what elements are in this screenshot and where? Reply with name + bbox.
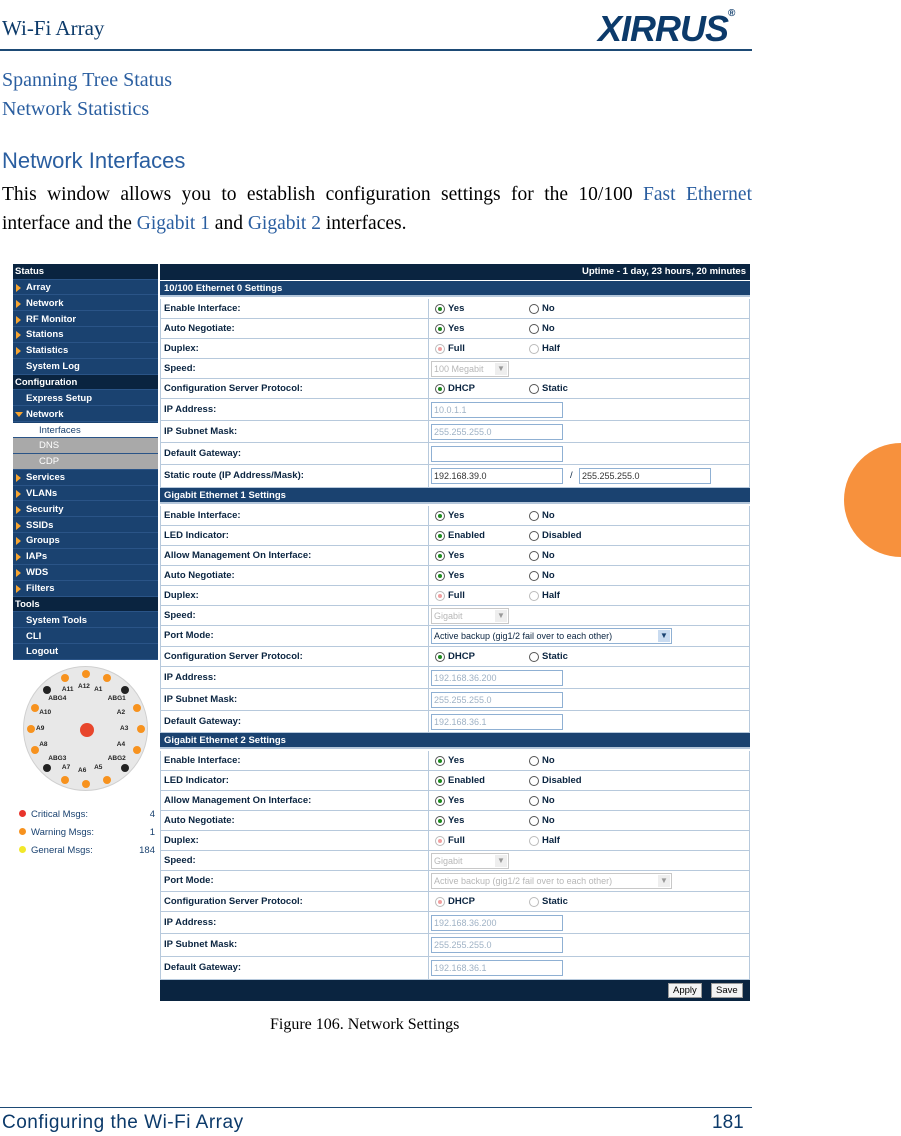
row-label: Configuration Server Protocol: [164,651,303,662]
yes-radio[interactable] [435,511,445,521]
port-mode-value: Active backup (gig1/2 fail over to each other) [434,631,613,641]
row-label: Auto Negotiate: [164,815,235,826]
nav-item-system-log[interactable] [13,359,158,375]
gig2-port-row [160,871,750,892]
row-label: Default Gateway: [164,448,242,459]
radio-label: A8 [39,741,48,749]
eth0-enable-row [160,299,750,319]
eth0-section-header: 10/100 Ethernet 0 Settings [160,281,750,297]
caret-right-icon [16,553,21,561]
gig1-csp-row [160,647,750,667]
row-label: IP Address: [164,672,217,683]
radio-dot-a12[interactable] [82,670,90,678]
nav-item-security[interactable] [13,502,158,518]
nav-item-dns[interactable] [13,438,158,454]
chapter-tab [844,443,901,557]
row-label: Configuration Server Protocol: [164,896,303,907]
gig2-csp-row [160,892,750,912]
row-label: IP Address: [164,404,217,415]
port-mode-select[interactable] [431,628,672,644]
caret-right-icon [16,347,21,355]
message-count: 184 [139,845,155,856]
caret-right-icon [16,284,21,292]
static-radio[interactable] [529,652,539,662]
gig2-section-header: Gigabit Ethernet 2 Settings [160,733,750,749]
half-radio[interactable] [529,836,539,846]
dhcp-label: DHCP [448,895,475,907]
half-radio[interactable] [529,591,539,601]
yes-radio[interactable] [435,551,445,561]
nav-item-label: DNS [39,440,60,452]
caret-right-icon [16,506,21,514]
message-label: Critical Msgs: [31,809,89,820]
nav-item-array[interactable] [13,280,158,296]
yes-radio[interactable] [435,796,445,806]
no-label: No [542,322,555,334]
nav-item-vlans[interactable] [13,486,158,502]
nav-item-label: Array [26,281,51,293]
yes-label: Yes [448,814,465,826]
row-label: IP Subnet Mask: [164,939,238,950]
dhcp-label: DHCP [448,650,475,662]
gig1-auto-row [160,566,750,586]
route-mask-input[interactable]: 255.255.255.0 [579,468,711,484]
row-label: IP Subnet Mask: [164,694,238,705]
row-label: Enable Interface: [164,303,241,314]
nav-item-label: Network [26,408,64,420]
link-gigabit-1[interactable]: Gigabit 1 [136,213,210,234]
nav-item-rf-monitor[interactable] [13,312,158,328]
no-label: No [542,754,555,766]
route-separator: / [570,470,573,481]
disabled-radio[interactable] [529,776,539,786]
message-row[interactable] [19,827,155,841]
gig2-enable-row [160,751,750,771]
nav-item-express-setup[interactable] [13,391,158,407]
radio-dot-a7[interactable] [61,776,69,784]
nav-item-network[interactable] [13,296,158,312]
gig2-speed-row [160,851,750,871]
row-label: Port Mode: [164,875,214,886]
radio-dot-a9[interactable] [27,725,35,733]
gig1-mask-row [160,689,750,711]
disabled-label: Disabled [542,529,582,541]
nav-item-system-tools[interactable] [13,613,158,629]
gig2-led-row [160,771,750,791]
speed-value: Gigabit [434,610,463,621]
radio-dot-a5[interactable] [103,776,111,784]
nav-item-services[interactable] [13,470,158,486]
row-label: Port Mode: [164,630,214,641]
disabled-label: Disabled [542,774,582,786]
no-radio[interactable] [529,511,539,521]
radio-dot-a2[interactable] [133,704,141,712]
no-label: No [542,814,555,826]
speed-select[interactable] [431,361,509,377]
radio-dot-a3[interactable] [137,725,145,733]
network-settings-figure [13,264,750,1001]
para-text-1: This window allows you to establish configuration settings for the 10/100 [2,184,644,205]
full-radio[interactable] [435,591,445,601]
link-network-statistics[interactable]: Network Statistics [2,98,150,120]
row-label: IP Address: [164,917,217,928]
row-label: Default Gateway: [164,716,242,727]
yes-radio[interactable] [435,304,445,314]
radio-dot-a6[interactable] [82,780,90,788]
nav-item-label: Logout [26,646,59,658]
no-label: No [542,794,555,806]
radio-dot-a1[interactable] [103,674,111,682]
nav-item-label: Statistics [26,345,69,357]
footer-chapter: Configuring the Wi-Fi Array [2,1112,244,1133]
gateway-input[interactable] [431,446,563,462]
nav-item-label: Services [26,472,66,484]
uptime-bar: Uptime - 1 day, 23 hours, 20 minutes [160,264,750,280]
gig1-gw-row [160,711,750,733]
nav-item-label: VLANs [26,487,58,499]
settings-panel [160,264,750,1001]
no-radio[interactable] [529,816,539,826]
eth0-gw-row [160,443,750,465]
radio-label: ABG1 [107,695,126,703]
nav-item-label: Configuration [15,376,78,388]
page-number: 181 [712,1112,744,1133]
radio-label: A5 [94,763,103,771]
radio-dot-a11[interactable] [61,674,69,682]
gig1-ip-row [160,667,750,689]
nav-item-label: SSIDs [26,519,54,531]
nav-item-stations[interactable] [13,327,158,343]
nav-item-label: Express Setup [26,392,92,404]
message-label: Warning Msgs: [31,827,94,838]
gig2-duplex-row [160,831,750,851]
radio-dot-a10[interactable] [31,704,39,712]
row-label: Duplex: [164,835,199,846]
yes-label: Yes [448,794,465,806]
nav-item-filters[interactable] [13,581,158,597]
yes-radio[interactable] [435,324,445,334]
no-radio[interactable] [529,551,539,561]
nav-item-label: Filters [26,583,55,594]
mask-input[interactable]: 255.255.255.0 [431,937,563,953]
row-label: Auto Negotiate: [164,570,235,581]
radio-label: A7 [61,763,71,771]
caret-right-icon [16,569,21,577]
gig1-enable-row [160,506,750,526]
radio-dot-abg2[interactable] [121,764,129,772]
figure-caption: Figure 106. Network Settings [270,1016,460,1033]
row-label: Auto Negotiate: [164,323,235,334]
no-label: No [542,509,555,521]
enabled-radio[interactable] [435,776,445,786]
gig1-duplex-row [160,586,750,606]
full-label: Full [448,342,465,354]
nav-item-cli[interactable] [13,629,158,645]
yes-label: Yes [448,322,465,334]
gig2-ip-row [160,912,750,934]
radio-label: A6 [78,767,87,774]
no-radio[interactable] [529,571,539,581]
caret-right-icon [16,316,21,324]
form-footer [160,980,750,1001]
nav-item-label: CDP [39,456,60,468]
port-mode-value: Active backup (gig1/2 fail over to each other) [434,876,613,886]
disabled-radio[interactable] [529,531,539,541]
message-row[interactable] [19,809,155,823]
status-dot-icon [19,810,26,817]
nav-item-iaps[interactable] [13,549,158,565]
chevron-down-icon: ▼ [495,363,507,375]
row-label: Configuration Server Protocol: [164,383,303,394]
yes-radio[interactable] [435,756,445,766]
ip-input[interactable]: 192.168.36.200 [431,670,563,686]
row-label: Speed: [164,610,196,621]
half-radio[interactable] [529,344,539,354]
yes-label: Yes [448,754,465,766]
radio-dot-a4[interactable] [133,746,141,754]
radio-label: A2 [116,708,126,716]
mask-input[interactable]: 255.255.255.0 [431,424,563,440]
row-label: Allow Management On Interface: [164,795,312,806]
logo-registered-mark: ® [728,8,735,19]
row-label: Static route (IP Address/Mask): [164,470,304,481]
dhcp-label: DHCP [448,382,475,394]
no-label: No [542,569,555,581]
yes-label: Yes [448,569,465,581]
no-radio[interactable] [529,756,539,766]
row-label: Speed: [164,855,196,866]
speed-select[interactable] [431,853,509,869]
link-fast-ethernet[interactable]: Fast Ethernet [643,184,753,205]
radio-label: ABG3 [48,754,67,762]
row-label: Duplex: [164,590,199,601]
nav-item-label: Status [15,266,45,277]
radio-label: A9 [36,725,45,732]
left-nav [13,264,158,660]
row-label: LED Indicator: [164,530,229,541]
speed-value: 100 Megabit [434,363,484,374]
radio-label: A12 [78,683,90,690]
yes-label: Yes [448,509,465,521]
intro-paragraph [2,180,752,238]
gig1-led-row [160,526,750,546]
eth0-static-route-row [160,465,750,488]
nav-item-network[interactable] [13,407,158,423]
radio-label: ABG4 [48,695,67,703]
gig1-speed-row [160,606,750,626]
eth0-auto-row [160,319,750,339]
half-label: Half [542,589,560,601]
para-text-3: and [209,213,248,234]
row-label: Default Gateway: [164,962,242,973]
row-label: LED Indicator: [164,775,229,786]
speed-value: Gigabit [434,855,463,866]
row-label: Duplex: [164,343,199,354]
doc-title: Wi-Fi Array [2,16,105,40]
radio-dot-abg3[interactable] [43,764,51,772]
ip-input[interactable]: 10.0.1.1 [431,402,563,418]
eth0-speed-row [160,359,750,379]
gateway-input[interactable]: 192.168.36.1 [431,960,563,976]
status-dot-icon [19,828,26,835]
mask-input[interactable]: 255.255.255.0 [431,692,563,708]
half-label: Half [542,342,560,354]
nav-item-label: RF Monitor [26,313,77,325]
dhcp-radio[interactable] [435,384,445,394]
chevron-down-icon: ▼ [658,630,670,642]
nav-item-label: Groups [26,535,60,547]
nav-item-label: Tools [15,598,40,610]
logo-text: XIRRUS [598,8,729,49]
yes-label: Yes [448,549,465,561]
nav-item-label: System Tools [26,614,88,626]
caret-right-icon [16,300,21,308]
link-gigabit-2[interactable]: Gigabit 2 [247,213,321,234]
port-mode-select[interactable] [431,873,672,889]
nav-item-interfaces[interactable] [13,423,158,439]
yes-radio[interactable] [435,816,445,826]
gig2-gw-row [160,957,750,980]
static-radio[interactable] [529,384,539,394]
caret-right-icon [16,490,21,498]
nav-item-label: WDS [26,567,49,579]
save-button[interactable]: Save [711,983,743,998]
full-radio[interactable] [435,836,445,846]
route-ip-input[interactable]: 192.168.39.0 [431,468,563,484]
nav-item-tools [13,597,158,613]
nav-item-cdp[interactable] [13,454,158,470]
no-label: No [542,549,555,561]
footer-rule [0,1107,752,1108]
no-radio[interactable] [529,324,539,334]
dhcp-radio[interactable] [435,652,445,662]
radio-label: A11 [61,686,74,694]
nav-item-label: Security [26,503,64,515]
gig1-section-header: Gigabit Ethernet 1 Settings [160,488,750,504]
message-label: General Msgs: [31,845,93,856]
radio-label: A4 [116,741,126,749]
eth0-duplex-row [160,339,750,359]
radio-dot-abg4[interactable] [43,686,51,694]
gig2-auto-row [160,811,750,831]
static-radio[interactable] [529,897,539,907]
row-label: Enable Interface: [164,755,241,766]
nav-item-ssids[interactable] [13,518,158,534]
yes-label: Yes [448,302,465,314]
full-radio[interactable] [435,344,445,354]
chevron-down-icon: ▼ [495,855,507,867]
gig1-mgmt-row [160,546,750,566]
apply-button[interactable]: Apply [668,983,702,998]
eth0-ip-row [160,399,750,421]
section-heading: Network Interfaces [2,148,186,173]
caret-down-icon [15,412,23,417]
nav-item-logout[interactable] [13,644,158,660]
nav-item-label: Network [26,297,64,309]
gig1-port-row [160,626,750,647]
radio-dot-a8[interactable] [31,746,39,754]
gateway-input[interactable]: 192.168.36.1 [431,714,563,730]
speed-select[interactable] [431,608,509,624]
row-label: Allow Management On Interface: [164,550,312,561]
header-rule [0,49,752,51]
static-label: Static [542,650,568,662]
message-count: 4 [149,809,155,820]
nav-item-label: Stations [26,329,64,341]
wheel-center [80,723,94,737]
static-label: Static [542,382,568,394]
nav-item-label: Interfaces [39,424,81,436]
no-radio[interactable] [529,796,539,806]
message-count: 1 [149,827,155,838]
no-label: No [542,302,555,314]
dhcp-radio[interactable] [435,897,445,907]
row-label: Speed: [164,363,196,374]
caret-right-icon [16,331,21,339]
nav-item-wds[interactable] [13,565,158,581]
chevron-down-icon: ▼ [495,610,507,622]
radio-label: A10 [39,708,52,716]
eth0-csp-row [160,379,750,399]
message-row[interactable] [19,845,155,859]
status-dot-icon [19,846,26,853]
radio-label: A3 [120,725,129,732]
caret-right-icon [16,522,21,530]
array-wheel [23,666,148,791]
half-label: Half [542,834,560,846]
related-links [2,66,172,124]
link-spanning-tree-status[interactable]: Spanning Tree Status [2,69,173,91]
full-label: Full [448,834,465,846]
yes-radio[interactable] [435,571,445,581]
caret-right-icon [16,537,21,545]
enabled-label: Enabled [448,774,485,786]
row-label: IP Subnet Mask: [164,426,238,437]
nav-item-configuration [13,375,158,391]
nav-item-label: IAPs [26,551,48,563]
full-label: Full [448,589,465,601]
row-label: Enable Interface: [164,510,241,521]
nav-item-label: System Log [26,361,80,373]
para-text-2: interface and the [2,213,137,234]
ip-input[interactable]: 192.168.36.200 [431,915,563,931]
no-radio[interactable] [529,304,539,314]
radio-dot-abg1[interactable] [121,686,129,694]
gig2-mgmt-row [160,791,750,811]
nav-item-statistics[interactable] [13,343,158,359]
enabled-label: Enabled [448,529,485,541]
radio-label: ABG2 [107,754,126,762]
nav-item-groups[interactable] [13,533,158,549]
nav-item-status [13,264,158,280]
eth0-mask-row [160,421,750,443]
xirrus-logo [598,8,734,50]
chevron-down-icon: ▼ [658,875,670,887]
enabled-radio[interactable] [435,531,445,541]
gig2-mask-row [160,934,750,957]
caret-right-icon [16,585,21,593]
caret-right-icon [16,474,21,482]
radio-label: A1 [94,686,103,694]
nav-item-label: CLI [26,630,42,642]
static-label: Static [542,895,568,907]
para-text-4: interfaces. [320,213,407,234]
